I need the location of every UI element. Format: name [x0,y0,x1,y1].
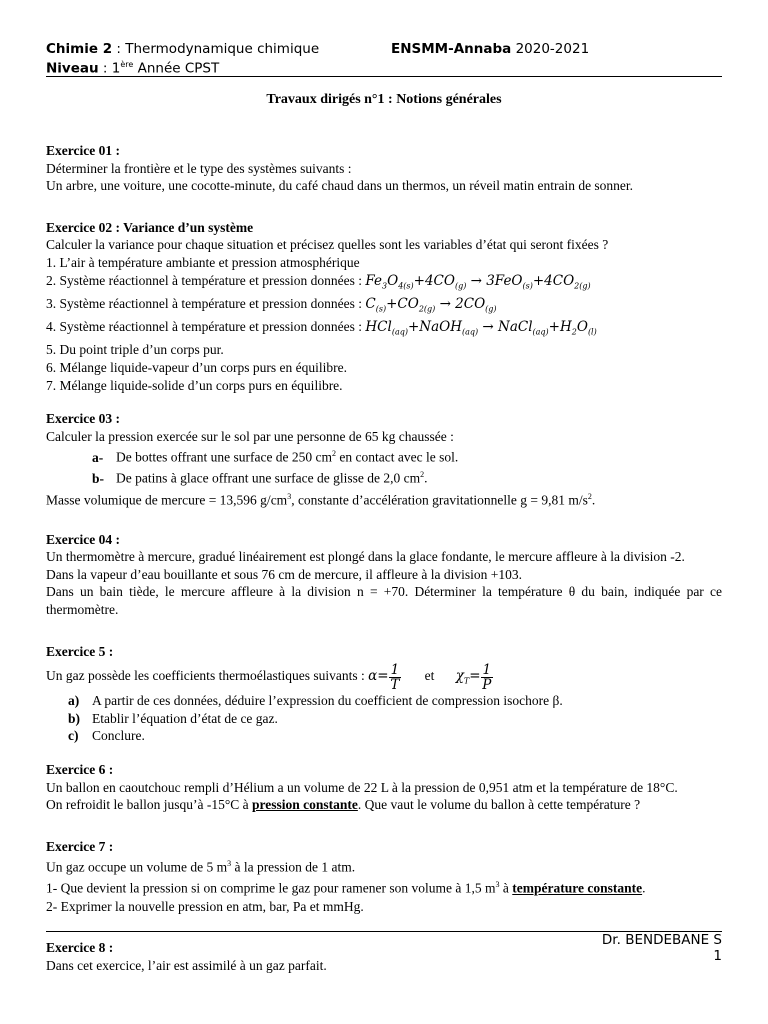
list-item [46,445,722,466]
exercise-5 [46,643,722,745]
item-text: De bottes offrant une surface de 250 cm [116,449,333,465]
item-label: c) [68,728,79,744]
exercise-title: Exercice 03 : [46,411,120,427]
list-item [46,710,722,728]
page-footer [46,932,722,964]
line-part: . [642,880,646,896]
list-item: 7. Mélange liquide-solide d’un corps purs en équilibre. [46,377,343,393]
exercise-line: Dans cet exercice, l’air est assimilé à un gaz parfait. [46,957,327,973]
level-rest: Année CPST [133,60,220,77]
line-sup: 3 [227,859,232,869]
exercise-line: Un ballon en caoutchouc rempli d’Hélium a un volume de 22 L à la pression de 0,951 atm et la température de 18°C. [46,779,678,795]
item-text: Conclure. [92,728,145,744]
line-sup: 3 [495,880,500,890]
item-label: b- [92,470,105,486]
list-item [46,295,722,318]
item-text: De patins à glace offrant une surface de glisse de 2,0 cm [116,470,421,486]
page-title: Travaux dirigés n°1 : Notions générales [266,92,502,107]
exercise-intro [46,660,722,692]
line-part: à [499,880,513,896]
exercise-line: Un thermomètre à mercure, gradué linéairement est plongé dans la glace fondante, le mercure affleure à la division -2. [46,549,685,565]
list-item: 5. Du point triple d’un corps pur. [46,342,224,358]
alpha-symbol: α= [368,668,389,685]
page-number: 1 [713,948,722,964]
line-part: 1- Que devient la pression si on comprime le gaz pour ramener son volume à 1,5 m [46,880,496,896]
note-sup: 2 [587,491,592,501]
exercise-line: Dans la vapeur d’eau bouillante et sous 76 cm de mercure, il affleure à la division +103. [46,566,522,582]
line-part: . Que vaut le volume du ballon à cette température ? [357,797,641,813]
exercise-line: Dans un bain tiède, le mercure affleure à la division n = +70. Déterminer la température θ du bain, indiquée par ce thermomètre. [46,584,722,618]
underlined-term: température constante [512,880,643,896]
exercise-7 [46,838,722,915]
list-item [46,466,722,487]
list-item [46,727,722,745]
equation-hcl: HCl$_{(aq)}$+NaOH$_{(aq)}$ → $NaCl_{(aq)}+H_2O_{(l)}$ [365,319,597,337]
exercise-title: Exercice 01 : [46,143,120,158]
list-item: 1. L’air à température ambiante et pression atmosphérique [46,254,360,270]
note-part: Masse volumique de mercure = 13,596 g/cm [46,492,288,508]
chi-fraction: $\frac{1}{P}$ [482,661,492,693]
course-label: Chimie 2 [46,41,113,57]
academic-year: 2020-2021 [515,41,590,57]
exercise-2 [46,219,722,394]
list-item [46,272,722,295]
level-sep: : 1 [98,60,121,77]
exercise-title: Exercice 5 : [46,643,114,659]
list-item-text: 2. Système réactionnel à température et pression données : [46,272,366,288]
exercise-title: Exercice 02 : Variance d’un système [46,219,254,235]
line-part: On refroidit le ballon jusqu’à -15°C à [46,797,252,813]
item-text: A partir de ces données, déduire l’expression du coefficient de compression isochore β. [92,693,563,709]
item-sup: 2 [332,449,337,459]
list-item-text: 3. Système réactionnel à température et pression données : [46,295,366,311]
exercise-line [46,855,722,876]
list-item-text: 4. Système réactionnel à température et pression données : [46,319,366,335]
exercise-title: Exercice 8 : [46,940,114,956]
document-page [46,0,722,1024]
note-sup: 3 [287,491,292,501]
exercise-3 [46,410,722,508]
list-item: 6. Mélange liquide-vapeur d’un corps purs en équilibre. [46,360,348,375]
item-rest: . [424,470,428,486]
exercise-intro: Calculer la variance pour chaque situation et précisez quelles sont les variables d’état qui seront fixées ? [46,237,609,253]
exercise-note [46,488,722,509]
exercise-line: Déterminer la frontière et le type des systèmes suivants : [46,160,352,176]
exercise-title: Exercice 6 : [46,762,114,777]
course-sep: : [112,41,126,57]
exercise-line: Un arbre, une voiture, une cocotte-minute, du café chaud dans un thermos, un réveil matin entrain de sonner. [46,178,634,194]
note-part: , constante d’accélération gravitationnelle g = 9,81 m/s [291,492,588,508]
exercise-1 [46,142,722,195]
alpha-fraction: $\frac{1}{T}$ [390,661,400,693]
exercise-4 [46,531,722,619]
school-name: ENSMM-Annaba [391,41,512,57]
equation-fe3o4: $Fe_3O_{4(s)}+4CO_{(g)} \to 3FeO_{(s)}+4CO_{2(g)}$ [365,272,591,291]
level-label: Niveau [46,60,99,77]
list-item [46,692,722,710]
item-rest: en contact avec le sol. [336,449,459,465]
intro-text: Un gaz possède les coefficients thermoélastiques suivants : [46,668,369,684]
exercise-list [46,142,722,990]
item-label: b) [68,710,81,726]
item-label: a) [68,693,80,709]
chi-symbol: $\chi_T=$ [455,668,481,686]
footer-author: Dr. BENDEBANE S [601,932,722,948]
list-item [46,318,722,341]
item-sup: 2 [420,470,425,480]
course-name: Thermodynamique chimique [125,41,320,57]
note-part: . [591,492,596,508]
exercise-intro: Calculer la pression exercée sur le sol par une personne de 65 kg chaussée : [46,428,454,444]
et-word: et [424,668,435,684]
page-header [46,41,722,77]
school-year [391,41,589,57]
exercise-line [46,876,722,897]
item-text: Etablir l’équation d’état de ce gaz. [92,710,278,726]
header-rule [46,76,722,77]
level-sup: ère [120,60,134,69]
exercise-line: 2- Exprimer la nouvelle pression en atm, bar, Pa et mmHg. [46,898,364,914]
line-part: à la pression de 1 atm. [231,859,356,875]
underlined-term: pression constante [251,797,358,813]
exercise-line [46,796,722,814]
equation-carbon: $C_{(s)}+CO_{2(g)} \to 2CO_{(g)}$ [365,295,497,314]
exercise-title: Exercice 04 : [46,531,120,547]
line-part: Un gaz occupe un volume de 5 m [46,859,228,875]
exercise-6 [46,761,722,814]
exercise-title: Exercice 7 : [46,838,114,854]
item-label: a- [92,449,104,465]
